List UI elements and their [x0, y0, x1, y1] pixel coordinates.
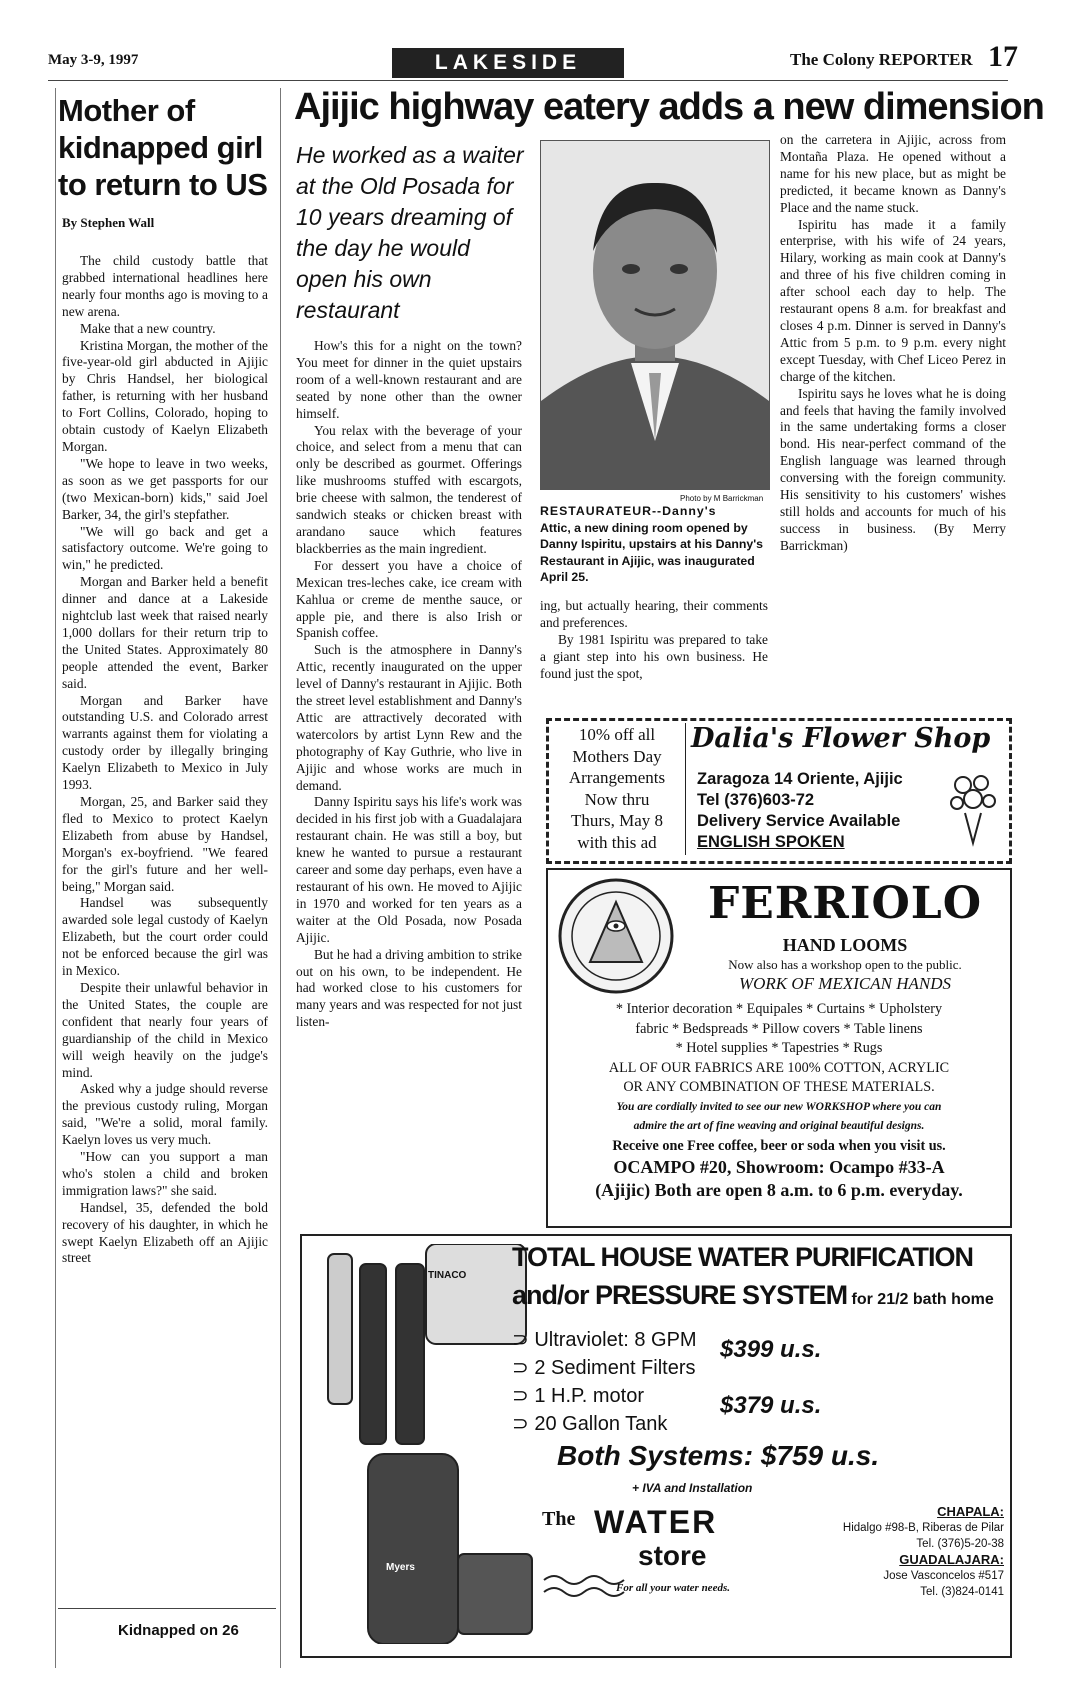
portrait-illustration — [541, 141, 769, 489]
bullet-icon: ⊃ — [512, 1329, 535, 1351]
ferriolo-invite-1: You are cordially invited to see our new WORKSHOP where you can — [616, 1100, 942, 1113]
water-item: ⊃ 1 H.P. motor — [512, 1385, 645, 1407]
gdl-address: Jose Vasconcelos #517 — [883, 1570, 1004, 1582]
price-1: $399 u.s. — [720, 1336, 822, 1363]
story2-column-2 — [540, 598, 768, 710]
ferriolo-header — [684, 936, 1006, 993]
article-paragraph: ing, but actually hearing, their comments and preferences. — [540, 598, 768, 630]
bullet-icon: ⊃ — [512, 1413, 535, 1435]
article-paragraph: But he had a driving ambition to strike out on his own, to be independent. He had worked close to his customers for many years and was respected for not just listen- — [296, 946, 522, 1030]
paper-name: The Colony REPORTER — [790, 50, 973, 69]
flower-shop-logo: Dalia's Flower Shop — [691, 723, 991, 754]
article-paragraph: For dessert you have a choice of Mexican tres-leches cake, ice cream with Kahlua or creme de menthe sauce, or apple pie, and there is also Irish or Spanish coffee. — [296, 557, 522, 641]
story1-end-rule — [58, 1608, 276, 1609]
article-paragraph: Asked why a judge should reverse the previous custody ruling, Morgan said, "We're a solid, moral family. Kaelyn loves us very much. — [62, 1081, 268, 1148]
article-paragraph: Ispiritu says he loves what he is doing and feels that having the family involved in the same undertaking forms a closer bond. His near-perfect command of the English language was learned through conversing with the foreign community. His sensitivity to his customers' wishes still holds and accounts for much of his success in business. (By Merry Barrickman) — [780, 385, 1006, 553]
water-store-locations — [778, 1504, 1004, 1600]
water-store-logo — [542, 1504, 752, 1624]
ferriolo-workshop: Now also has a workshop open to the public. — [728, 957, 962, 972]
ferriolo-body — [548, 1000, 1010, 1202]
flower-address: Zaragoza 14 Oriente, Ajijic — [697, 770, 903, 788]
offer-line: Thurs, May 8 — [570, 811, 664, 830]
logo-water: WATER — [594, 1504, 718, 1540]
flower-phone: Tel (376)603-72 — [697, 791, 815, 809]
article-paragraph: By 1981 Ispiritu was prepared to take a giant step into his own business. He found just the spot, — [540, 631, 768, 681]
story1-headline: Mother of kidnapped girl to return to US — [58, 93, 268, 202]
story2-deck: He worked as a waiter at the Old Posada for 10 years dreaming of the day he would open his own restaurant — [296, 142, 524, 323]
article-paragraph: on the carretera in Ajijic, across from Montaña Plaza. He opened without a name for his new place, but as might be predicted, it became known as Danny's Place and the name stuck. — [780, 132, 1006, 215]
section-banner: LAKESIDE — [392, 48, 624, 78]
chapala-heading: CHAPALA: — [937, 1504, 1004, 1519]
ferriolo-fabrics-2: OR ANY COMBINATION OF THESE MATERIALS. — [623, 1079, 935, 1095]
article-paragraph: Morgan and Barker have outstanding U.S. and Colorado arrest warrants against them for violating a custody order by illegally bringing Kaelyn Elizabeth to Mexico in July 1993. — [62, 692, 268, 793]
article-paragraph: Kristina Morgan, the mother of the five-year-old girl abducted in Ajijic by Chris Handsel, her biological father, is returning with her husband to Fort Collins, Colorado, hoping to obtain custody of Kaelyn Elizabeth Morgan. — [62, 337, 268, 454]
photo-credit: Photo by M Barrickman — [680, 494, 764, 503]
photo-caption — [540, 503, 770, 586]
chapala-tel: Tel. (376)5-20-38 — [916, 1538, 1004, 1550]
flower-ad-info — [697, 769, 903, 853]
story2-column-1 — [296, 338, 522, 1223]
offer-line: Now thru — [584, 789, 650, 809]
water-ad-subtitle-note: for 21/2 bath home — [851, 1291, 994, 1308]
ferriolo-brand: FERRIOLO — [707, 878, 983, 929]
ferriolo-fabrics-1: ALL OF OUR FABRICS ARE 100% COTTON, ACRYLIC — [608, 1059, 950, 1076]
offer-line: with this ad — [577, 832, 657, 852]
seal-emblem — [556, 876, 676, 996]
article-paragraph: Ispiritu has made it a family enterprise, with his wife of 24 years, Hilary, working as main cook at Danny's and three of his five children coming in after school each day to help. The restaurant opens 8 a.m. for breakfast and closes 4 p.m. Dinner is served in Danny's Attic from 5 p.m. to 9 p.m. every night except Tuesday, with Chef Liceo Perez in charge of the kitchen. — [780, 216, 1006, 384]
article-paragraph: You relax with the beverage of your choice, and select from a menu that can only be described as gourmet. Offerings like mushrooms stuffed with escargots, brie cheese with salmon, the tenderest of sandwich steaks or chicken breast with arandano sauce which features blackberries as the main ingredient. — [296, 422, 522, 556]
article-paragraph: How's this for a night on the town? You meet for dinner in the quiet upstairs room of a well-known restaurant and are seated by none other than the owner himself. — [296, 338, 522, 421]
left-column-rule — [55, 88, 56, 1668]
article-paragraph: "How can you support a man who's stolen a child and broken immigration laws?" she said. — [62, 1149, 268, 1198]
story2-headline: Ajijic highway eatery adds a new dimension — [294, 86, 1044, 128]
bullet-icon: ⊃ — [512, 1385, 535, 1407]
article-paragraph: Make that a new country. — [80, 320, 216, 336]
ferriolo-items-1: * Interior decoration * Equipales * Curtains * Upholstery — [615, 1001, 943, 1017]
danny-photo — [540, 140, 770, 490]
tank-label: TINACO — [428, 1270, 467, 1281]
water-item: ⊃ 2 Sediment Filters — [512, 1357, 696, 1379]
ferriolo-invite-2: admire the art of fine weaving and original beautiful designs. — [633, 1120, 925, 1132]
water-equipment-illustration — [308, 1244, 536, 1644]
story1-continued: Kidnapped on 26 — [118, 1622, 239, 1639]
ferriolo-tagline: WORK OF MEXICAN HANDS — [738, 974, 951, 993]
article-paragraph: Such is the atmosphere in Danny's Attic, recently inaugurated on the upper level of Danny's restaurant in Ajijic. Both the street level establishment and Danny's Attic are attractively decorated with watercolors by artist Lynn Rew and the photography of Kay Guthrie, who live in Ajijic and whose works are much in demand. — [296, 642, 522, 793]
article-paragraph: Morgan and Barker held a benefit dinner and dance at a Lakeside nightclub last week that raised nearly 1,000 dollars for their return trip to the United States. Approximately 80 people attended the event, Barker said. — [62, 574, 268, 691]
water-ad-subtitle — [512, 1280, 994, 1311]
logo-sub: For all your water needs. — [616, 1582, 730, 1594]
ferriolo-items-3: * Hotel supplies * Tapestries * Rugs — [675, 1040, 883, 1056]
water-ad-title: TOTAL HOUSE WATER PURIFICATION — [512, 1242, 973, 1272]
ferriolo-title: HAND LOOMS — [782, 935, 908, 955]
article-paragraph: Handsel was subsequently awarded sole legal custody of Kaelyn Elizabeth, but the court order could not be enforced because the girl was in Mexico. — [62, 895, 268, 979]
offer-line: Arrangements — [568, 768, 666, 787]
water-ad-items — [512, 1326, 732, 1438]
article-paragraph: Danny Ispiritu says his life's work was decided in his first job with a Guadalajara restaurant chain. He was still a boy, but knew he wanted to pursue a restaurant career and some day perhaps, even have a restaurant of his own. He moved to Ajijic in 1970 and worked for ten years as a waiter at the Old Posada, now Posada Ajijic. — [296, 794, 522, 945]
article-paragraph: "We hope to leave in two weeks, as soon as we get passports for our (two Mexican-born) kids," said Joel Barker, 34, the girl's stepfather. — [62, 455, 268, 522]
caption-text: Attic, a new dining room opened by Danny Ispiritu, upstairs at his Danny's Restaurant in Ajijic, was inaugurated April 25. — [540, 520, 763, 584]
flower-ad-offer — [553, 724, 681, 853]
gdl-tel: Tel. (3)824-0141 — [920, 1586, 1004, 1598]
both-systems-price: Both Systems: $759 u.s. — [557, 1440, 880, 1471]
story1-body — [62, 253, 268, 1598]
offer-line: 10% off all — [578, 725, 656, 744]
ferriolo-free: Receive one Free coffee, beer or soda when you visit us. — [612, 1137, 946, 1154]
logo-store: store — [638, 1540, 707, 1571]
water-item: ⊃ 20 Gallon Tank — [512, 1413, 668, 1435]
article-paragraph: Despite their unlawful behavior in the United States, the couple are confident that nearly four years of guardianship of the child in Mexico will weigh heavily on the judge's mind. — [62, 979, 268, 1080]
ferriolo-address-2: (Ajijic) Both are open 8 a.m. to 6 p.m. everyday. — [595, 1180, 963, 1200]
flower-delivery: Delivery Service Available — [697, 812, 901, 830]
article-paragraph: Handsel, 35, defended the bold recovery of his daughter, in which he swept Kaelyn Elizabeth off an Ajijic street — [62, 1199, 268, 1266]
logo-the: The — [542, 1508, 576, 1530]
flower-ad-divider — [685, 723, 686, 855]
chapala-address: Hidalgo #98-B, Riberas de Pilar — [842, 1522, 1004, 1534]
gdl-heading: GUADALAJARA: — [899, 1552, 1004, 1567]
story1-byline: By Stephen Wall — [62, 215, 155, 230]
price-2: $379 u.s. — [720, 1392, 822, 1419]
flower-shop-ad — [546, 718, 1012, 864]
pump-label: Myers — [386, 1562, 415, 1573]
water-item: ⊃ Ultraviolet: 8 GPM — [512, 1329, 697, 1351]
bullet-icon: ⊃ — [512, 1357, 535, 1379]
flower-english: ENGLISH SPOKEN — [697, 833, 845, 851]
bouquet-icon — [945, 771, 1001, 851]
header-rule — [48, 80, 1008, 81]
offer-line: Mothers Day — [572, 746, 662, 766]
column-divider — [280, 88, 281, 1668]
story2-column-3 — [780, 132, 1006, 710]
caption-lead: RESTAURATEUR--Danny's — [540, 504, 717, 518]
article-paragraph: The child custody battle that grabbed international headlines here nearly four months ago is moving to a new arena. — [62, 253, 268, 319]
article-paragraph: "We will go back and get a satisfactory outcome. We're going to win," he predicted. — [62, 523, 268, 573]
page-number: 17 — [988, 40, 1018, 73]
ferriolo-ad — [546, 868, 1012, 1228]
issue-date: May 3-9, 1997 — [48, 52, 139, 68]
iva-note: + IVA and Installation — [632, 1481, 753, 1495]
water-ad-subtitle-main: and/or PRESSURE SYSTEM — [512, 1280, 848, 1310]
ferriolo-items-2: fabric * Bedspreads * Pillow covers * Table linens — [635, 1020, 923, 1037]
ferriolo-address-1: OCAMPO #20, Showroom: Ocampo #33-A — [613, 1157, 945, 1177]
water-store-ad — [300, 1234, 1012, 1658]
article-paragraph: Morgan, 25, and Barker said they fled to Mexico to protect Kaelyn Elizabeth from abuse by Handsel, Morgan's ex-boyfriend. "We feared for the girl's future and her well-being," Morgan said. — [62, 794, 268, 894]
